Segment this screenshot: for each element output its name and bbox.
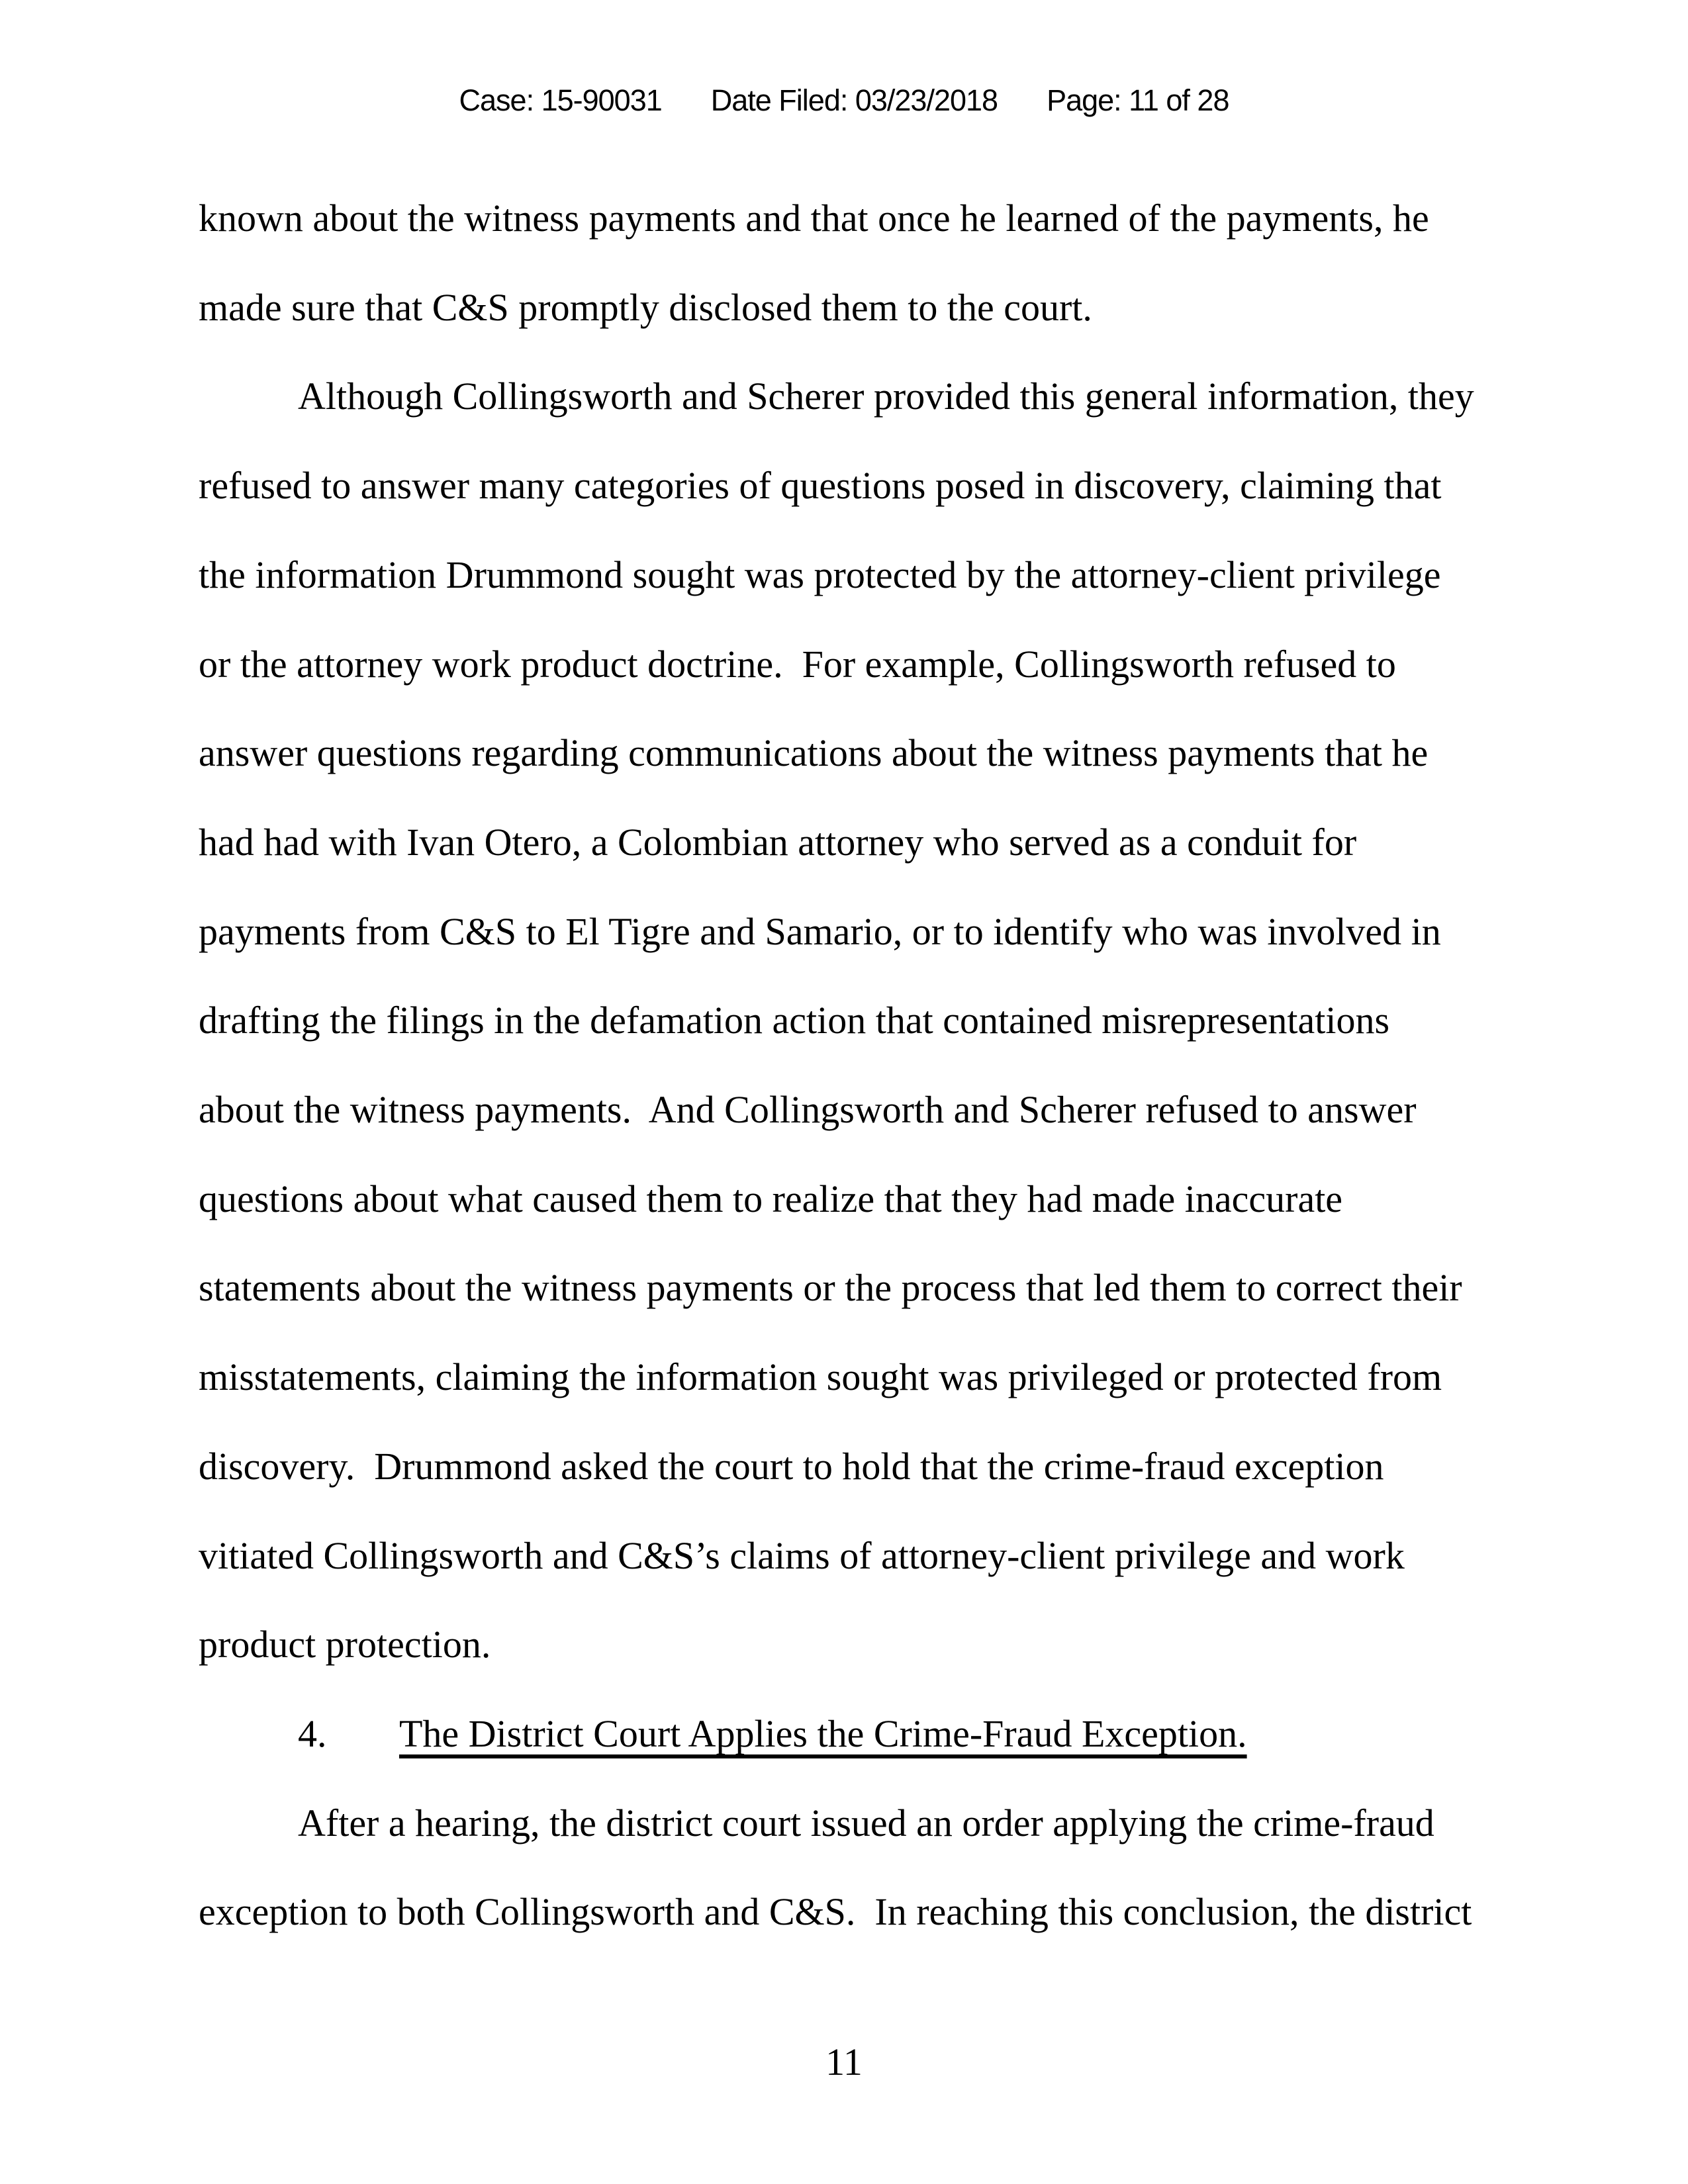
court-stamp-header [0, 83, 1688, 118]
text-line: or the attorney work product doctrine. For example, Collingsworth refused to [199, 642, 1396, 686]
text-line: misstatements, claiming the information sought was privileged or protected from [199, 1355, 1442, 1399]
text-line: about the witness payments. And Collingsworth and Scherer refused to answer [199, 1088, 1417, 1132]
text-line: the information Drummond sought was protected by the attorney-client privilege [199, 553, 1441, 596]
text-line: had had with Ivan Otero, a Colombian attorney who served as a conduit for [199, 820, 1357, 864]
date-filed-label: Date Filed: 03/23/2018 [710, 83, 998, 117]
text-line: refused to answer many categories of questions posed in discovery, claiming that [199, 464, 1442, 508]
text-line: After a hearing, the district court issued an order applying the crime-fraud [298, 1801, 1434, 1844]
page-number: 11 [825, 2040, 863, 2083]
heading-title: The District Court Applies the Crime-Fraud Exception. [399, 1711, 1247, 1755]
text-line: Although Collingsworth and Scherer provided this general information, they [298, 375, 1474, 418]
page-indicator-label: Page: 11 of 28 [1047, 83, 1229, 117]
text-line: drafting the filings in the defamation action that contained misrepresentations [199, 999, 1390, 1042]
heading-number: 4. [298, 1711, 327, 1755]
text-line: questions about what caused them to realize that they had made inaccurate [199, 1177, 1343, 1220]
text-line: made sure that C&S promptly disclosed them to the court. [199, 285, 1092, 329]
text-line: product protection. [199, 1623, 491, 1666]
text-line: discovery. Drummond asked the court to hold that the crime-fraud exception [199, 1444, 1384, 1488]
case-number-label: Case: 15-90031 [459, 83, 662, 117]
document-body [199, 174, 1496, 1957]
section-heading [199, 1690, 1496, 1779]
text-line: known about the witness payments and that once he learned of the payments, he [199, 197, 1429, 240]
text-line: payments from C&S to El Tigre and Samario, or to identify who was involved in [199, 909, 1441, 953]
text-line: exception to both Collingsworth and C&S. In reaching this conclusion, the district [199, 1890, 1472, 1934]
page-footer [0, 2040, 1688, 2084]
text-line: vitiated Collingsworth and C&S’s claims of attorney-client privilege and work [199, 1533, 1405, 1577]
text-line: statements about the witness payments or the process that led them to correct their [199, 1266, 1462, 1310]
text-line: answer questions regarding communications about the witness payments that he [199, 731, 1429, 775]
